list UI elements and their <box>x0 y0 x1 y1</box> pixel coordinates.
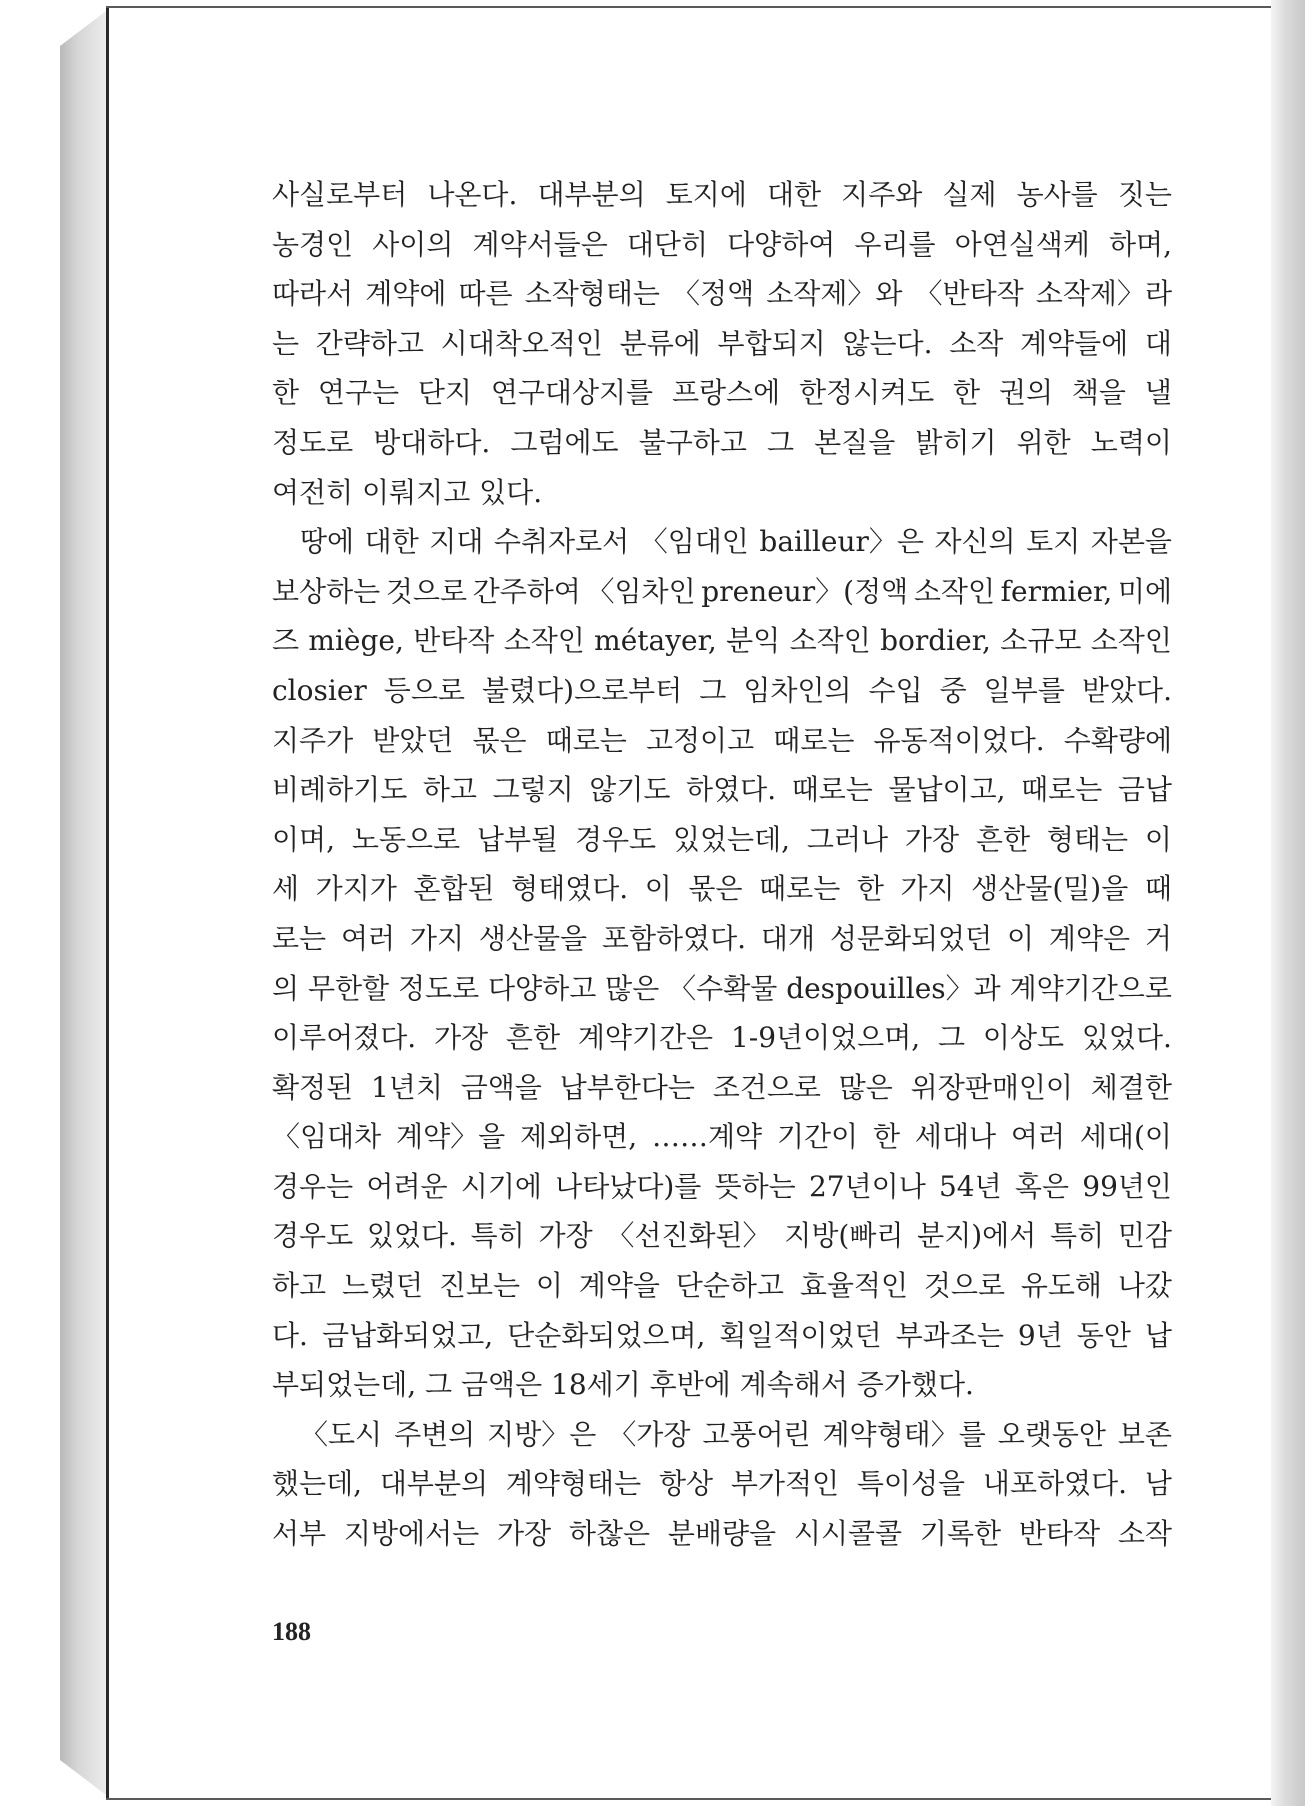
text-line: 의 무한할 정도로 다양하고 많은 〈수확물 despouilles〉과 계약기간으로 <box>272 971 1172 1005</box>
body-text <box>272 170 1172 1559</box>
text-line: 정도로 방대하다. 그럼에도 불구하고 그 본질을 밝히기 위한 노력이 <box>272 425 1172 459</box>
text-line: 하고 느렸던 진보는 이 계약을 단순하고 효율적인 것으로 유도해 나갔 <box>272 1269 1172 1303</box>
text-line: 땅에 대한 지대 수취자로서 〈임대인 bailleur〉은 자신의 토지 자본을 <box>300 525 1172 559</box>
text-line: 지주가 받았던 몫은 때로는 고정이고 때로는 유동적이었다. 수확량에 <box>272 723 1172 757</box>
text-line: 로는 여러 가지 생산물을 포함하였다. 대개 성문화되었던 이 계약은 거 <box>272 921 1172 955</box>
text-line: 사실로부터 나온다. 대부분의 토지에 대한 지주와 실제 농사를 짓는 <box>272 178 1172 211</box>
text-line: 했는데, 대부분의 계약형태는 항상 부가적인 특이성을 내포하였다. 남 <box>272 1467 1172 1501</box>
text-line: 다. 금납화되었고, 단순화되었으며, 획일적이었던 부과조는 9년 동안 납 <box>272 1318 1172 1352</box>
text-line: 서부 지방에서는 가장 하찮은 분배량을 시시콜콜 기록한 반타작 소작 <box>272 1517 1172 1551</box>
text-line: 이루어졌다. 가장 흔한 계약기간은 1-9년이었으며, 그 이상도 있었다. <box>272 1021 1172 1055</box>
text-line: 즈 miège, 반타작 소작인 métayer, 분익 소작인 bordier, 소규모 소작인 <box>272 624 1172 658</box>
text-line: 한 연구는 단지 연구대상지를 프랑스에 한정시켜도 한 권의 책을 낼 <box>272 376 1172 410</box>
text-line: 이며, 노동으로 납부될 경우도 있었는데, 그러나 가장 흔한 형태는 이 <box>272 822 1172 856</box>
text-line: 는 간략하고 시대착오적인 분류에 부합되지 않는다. 소작 계약들에 대 <box>272 326 1172 360</box>
text-line: closier 등으로 불렸다)으로부터 그 임차인의 수입 중 일부를 받았다. <box>272 673 1172 707</box>
page-right-shadow <box>1271 0 1305 1806</box>
book-edge <box>60 8 110 1798</box>
text-line: 비례하기도 하고 그렇지 않기도 하였다. 때로는 물납이고, 때로는 금납 <box>272 773 1172 807</box>
text-line: 농경인 사이의 계약서들은 대단히 다양하여 우리를 아연실색케 하며, <box>272 227 1172 261</box>
page-number: 188 <box>272 1617 311 1646</box>
text-line: 따라서 계약에 따른 소작형태는 〈정액 소작제〉와 〈반타작 소작제〉라 <box>272 277 1172 311</box>
text-line: 부되었는데, 그 금액은 18세기 후반에 계속해서 증가했다. <box>272 1368 974 1402</box>
page-bottom-border <box>106 1798 1286 1800</box>
text-line: 세 가지가 혼합된 형태였다. 이 몫은 때로는 한 가지 생산물(밀)을 때 <box>272 872 1172 906</box>
text-line: 경우는 어려운 시기에 나타났다)를 뜻하는 27년이나 54년 혹은 99년인 <box>272 1169 1172 1203</box>
page-top-border <box>106 6 1286 8</box>
text-line: 경우도 있었다. 특히 가장 〈선진화된〉 지방(빠리 분지)에서 특히 민감 <box>272 1219 1172 1253</box>
text-line: 보상하는 것으로 간주하여 〈임차인 preneur〉(정액 소작인 fermier, 미에 <box>272 574 1172 608</box>
text-line: 확정된 1년치 금액을 납부한다는 조건으로 많은 위장판매인이 체결한 <box>272 1070 1172 1104</box>
page-left-border <box>106 6 109 1800</box>
text-line: 〈도시 주변의 지방〉은 〈가장 고풍어린 계약형태〉를 오랫동안 보존 <box>300 1417 1172 1451</box>
text-line: 〈임대차 계약〉을 제외하면, ……계약 기간이 한 세대나 여러 세대(이 <box>272 1120 1172 1154</box>
text-line: 여전히 이뤄지고 있다. <box>272 475 543 509</box>
